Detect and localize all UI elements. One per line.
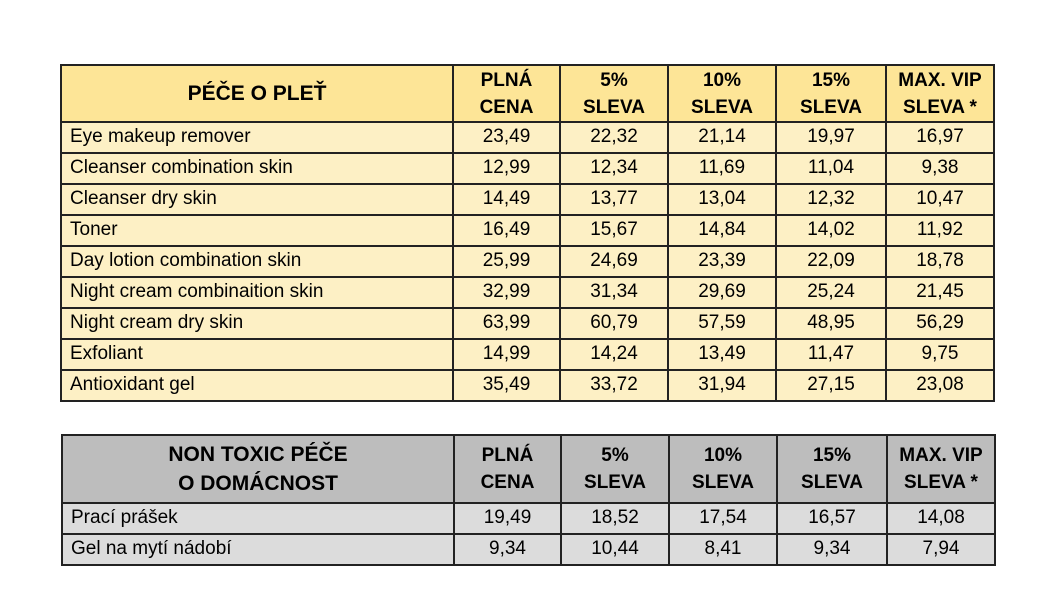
price-10-discount: 11,69 xyxy=(668,153,776,184)
price-15-discount: 11,47 xyxy=(776,339,886,370)
max-vip-discount-header: MAX. VIP SLEVA * xyxy=(887,435,995,503)
price-15-discount: 19,97 xyxy=(776,122,886,153)
full-price: 35,49 xyxy=(453,370,560,401)
product-name: Cleanser dry skin xyxy=(61,184,453,215)
price-10-discount: 17,54 xyxy=(669,503,777,534)
price-max-vip: 11,92 xyxy=(886,215,994,246)
product-name: Toner xyxy=(61,215,453,246)
discount-5-header: 5% SLEVA xyxy=(561,435,669,503)
price-15-discount: 25,24 xyxy=(776,277,886,308)
full-price: 23,49 xyxy=(453,122,560,153)
price-max-vip: 9,38 xyxy=(886,153,994,184)
discount-5-header: 5% SLEVA xyxy=(560,65,668,122)
product-name: Antioxidant gel xyxy=(61,370,453,401)
price-5-discount: 24,69 xyxy=(560,246,668,277)
discount-15-header: 15% SLEVA xyxy=(776,65,886,122)
price-max-vip: 18,78 xyxy=(886,246,994,277)
price-10-discount: 23,39 xyxy=(668,246,776,277)
price-5-discount: 14,24 xyxy=(560,339,668,370)
header-row xyxy=(61,65,994,122)
header-row xyxy=(62,435,995,503)
table-row xyxy=(61,277,994,308)
price-15-discount: 16,57 xyxy=(777,503,887,534)
product-name: Prací prášek xyxy=(62,503,454,534)
price-max-vip: 56,29 xyxy=(886,308,994,339)
full-price: 9,34 xyxy=(454,534,561,565)
product-name: Cleanser combination skin xyxy=(61,153,453,184)
price-max-vip: 9,75 xyxy=(886,339,994,370)
price-15-discount: 48,95 xyxy=(776,308,886,339)
full-price: 14,99 xyxy=(453,339,560,370)
price-max-vip: 16,97 xyxy=(886,122,994,153)
price-10-discount: 13,04 xyxy=(668,184,776,215)
price-max-vip: 10,47 xyxy=(886,184,994,215)
price-5-discount: 22,32 xyxy=(560,122,668,153)
price-10-discount: 29,69 xyxy=(668,277,776,308)
price-5-discount: 15,67 xyxy=(560,215,668,246)
price-5-discount: 60,79 xyxy=(560,308,668,339)
product-name: Night cream combinaition skin xyxy=(61,277,453,308)
price-15-discount: 27,15 xyxy=(776,370,886,401)
table-row xyxy=(62,534,995,565)
table-row xyxy=(61,246,994,277)
discount-10-header: 10% SLEVA xyxy=(669,435,777,503)
max-vip-discount-header: MAX. VIP SLEVA * xyxy=(886,65,994,122)
price-max-vip: 7,94 xyxy=(887,534,995,565)
price-5-discount: 13,77 xyxy=(560,184,668,215)
price-15-discount: 14,02 xyxy=(776,215,886,246)
price-5-discount: 10,44 xyxy=(561,534,669,565)
skin-care-price-table xyxy=(60,64,995,402)
price-15-discount: 11,04 xyxy=(776,153,886,184)
price-10-discount: 13,49 xyxy=(668,339,776,370)
discount-15-header: 15% SLEVA xyxy=(777,435,887,503)
price-10-discount: 8,41 xyxy=(669,534,777,565)
price-5-discount: 31,34 xyxy=(560,277,668,308)
category-title: PÉČE O PLEŤ xyxy=(61,65,453,122)
price-5-discount: 18,52 xyxy=(561,503,669,534)
price-max-vip: 14,08 xyxy=(887,503,995,534)
full-price-header: PLNÁ CENA xyxy=(454,435,561,503)
table-row xyxy=(61,184,994,215)
table-row xyxy=(61,153,994,184)
price-5-discount: 33,72 xyxy=(560,370,668,401)
full-price: 14,49 xyxy=(453,184,560,215)
product-name: Exfoliant xyxy=(61,339,453,370)
discount-10-header: 10% SLEVA xyxy=(668,65,776,122)
price-15-discount: 9,34 xyxy=(777,534,887,565)
household-price-table xyxy=(61,434,996,566)
product-name: Eye makeup remover xyxy=(61,122,453,153)
price-10-discount: 21,14 xyxy=(668,122,776,153)
product-name: Night cream dry skin xyxy=(61,308,453,339)
table-row xyxy=(61,215,994,246)
full-price: 16,49 xyxy=(453,215,560,246)
price-15-discount: 22,09 xyxy=(776,246,886,277)
product-name: Day lotion combination skin xyxy=(61,246,453,277)
full-price: 63,99 xyxy=(453,308,560,339)
product-name: Gel na mytí nádobí xyxy=(62,534,454,565)
price-max-vip: 23,08 xyxy=(886,370,994,401)
table-row xyxy=(62,503,995,534)
full-price: 12,99 xyxy=(453,153,560,184)
table-row xyxy=(61,122,994,153)
table-row xyxy=(61,308,994,339)
price-10-discount: 14,84 xyxy=(668,215,776,246)
category-title: NON TOXIC PÉČE O DOMÁCNOST xyxy=(62,435,454,503)
price-max-vip: 21,45 xyxy=(886,277,994,308)
price-5-discount: 12,34 xyxy=(560,153,668,184)
table-row xyxy=(61,339,994,370)
price-10-discount: 57,59 xyxy=(668,308,776,339)
full-price: 32,99 xyxy=(453,277,560,308)
price-15-discount: 12,32 xyxy=(776,184,886,215)
full-price: 19,49 xyxy=(454,503,561,534)
table-row xyxy=(61,370,994,401)
price-10-discount: 31,94 xyxy=(668,370,776,401)
full-price-header: PLNÁ CENA xyxy=(453,65,560,122)
full-price: 25,99 xyxy=(453,246,560,277)
